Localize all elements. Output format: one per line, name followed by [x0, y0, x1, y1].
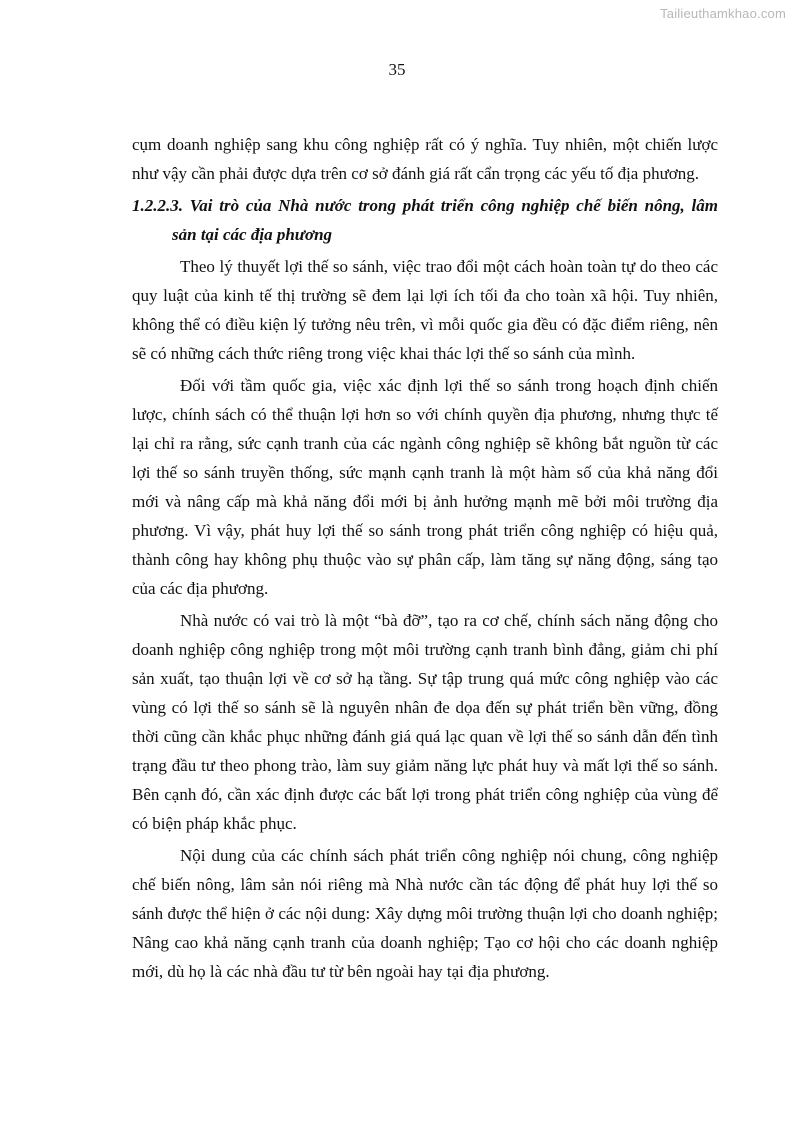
- paragraph-continuation: cụm doanh nghiệp sang khu công nghiệp rất có ý nghĩa. Tuy nhiên, một chiến lược như vậy cần phải được dựa trên cơ sở đánh giá rất cẩn trọng các yếu tố địa phương.: [132, 135, 718, 183]
- paragraph-policy-content: Nội dung của các chính sách phát triển công nghiệp nói chung, công nghiệp chế biến nông, lâm sản nói riêng mà Nhà nước cần tác động để phát huy lợi thế so sánh được thể hiện ở các nội dung: Xây dựng môi trường thuận lợi cho doanh nghiệp; Nâng cao khả năng cạnh tranh của doanh nghiệp; Tạo cơ hội cho các doanh nghiệp mới, dù họ là các nhà đầu tư từ bên ngoài hay tại địa phương.: [132, 846, 718, 981]
- paragraph-state-role: Nhà nước có vai trò là một “bà đỡ”, tạo ra cơ chế, chính sách năng động cho doanh nghiệp công nghiệp trong một môi trường cạnh tranh bình đẳng, giảm chi phí sản xuất, tạo thuận lợi về cơ sở hạ tầng. Sự tập trung quá mức công nghiệp vào các vùng có lợi thế so sánh sẽ là nguyên nhân đe dọa đến sự phát triển bền vững, đồng thời cũng cần khắc phục những đánh giá quá lạc quan về lợi thế so sánh dẫn đến tình trạng đầu tư theo phong trào, làm suy giảm năng lực phát huy và mất lợi thế so sánh. Bên cạnh đó, cần xác định được các bất lợi trong phát triển công nghiệp của vùng để có biện pháp khắc phục.: [132, 611, 718, 833]
- section-heading: [132, 191, 718, 249]
- paragraph-comparative-advantage: Theo lý thuyết lợi thế so sánh, việc trao đổi một cách hoàn toàn tự do theo các quy luật của kinh tế thị trường sẽ đem lại lợi ích tối đa cho toàn xã hội. Tuy nhiên, không thể có điều kiện lý tưởng nêu trên, vì mỗi quốc gia đều có đặc điểm riêng, nên sẽ có những cách thức riêng trong việc khai thác lợi thế so sánh của mình.: [132, 257, 718, 363]
- page-number: 35: [388, 60, 406, 79]
- paragraph-national-level: Đối với tầm quốc gia, việc xác định lợi thế so sánh trong hoạch định chiến lược, chính sách có thể thuận lợi hơn so với chính quyền địa phương, nhưng thực tế lại chỉ ra rằng, sức cạnh tranh của các ngành công nghiệp sẽ không bắt nguồn từ các lợi thế so sánh truyền thống, sức mạnh cạnh tranh là một hàm số của khả năng đổi mới và nâng cấp mà khả năng đổi mới bị ảnh hưởng mạnh mẽ bởi môi trường địa phương. Vì vậy, phát huy lợi thế so sánh trong phát triển công nghiệp có hiệu quả, thành công hay không phụ thuộc vào sự phân cấp, làm tăng sự năng động, sáng tạo của các địa phương.: [132, 376, 718, 598]
- section-heading-line2: sản tại các địa phương: [172, 225, 333, 244]
- watermark: Tailieuthamkhao.com: [660, 6, 786, 21]
- section-heading-line1: 1.2.2.3. Vai trò của Nhà nước trong phát triển công nghiệp chế biến nông, lâm: [132, 196, 718, 215]
- document-body: [132, 130, 718, 989]
